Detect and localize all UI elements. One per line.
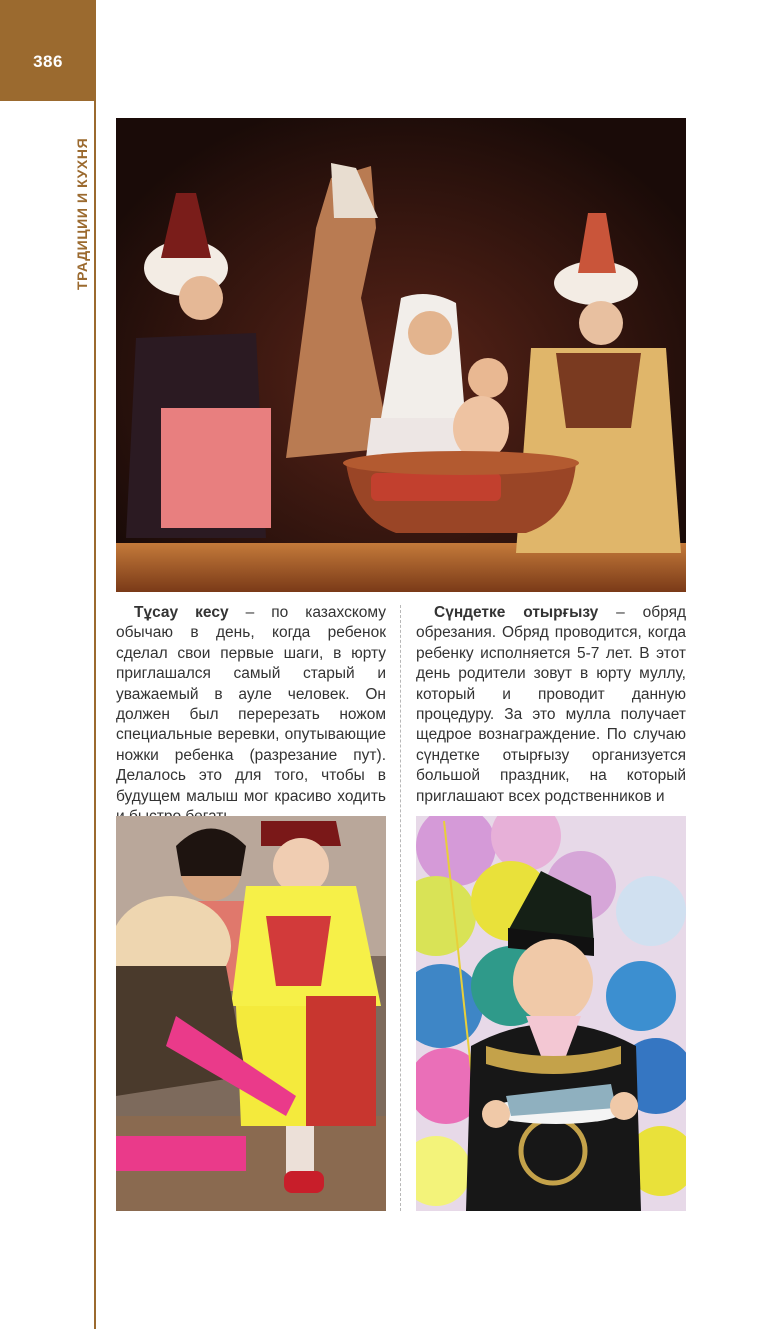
photo-tusau-kesu	[116, 816, 386, 1211]
photo-stage-ceremony	[116, 118, 686, 592]
article-tusau-kesu	[116, 603, 386, 827]
photo-sundetke-boy	[416, 816, 686, 1211]
side-rule	[94, 101, 96, 1329]
term-tusau-kesu: Тұсау кесу	[134, 604, 229, 621]
article-sundetke-otyrgyzu	[416, 603, 686, 807]
page-number: 386	[33, 52, 63, 71]
section-title: ТРАДИЦИИ И КУХНЯ	[74, 137, 90, 290]
page-number-tab	[0, 0, 96, 101]
section-label	[70, 120, 94, 290]
article-text: – по казахскому обычаю в день, когда ребенок сделал свои первые шаги, в юрту приглашался самый старый и уважаемый в ауле человек. Он должен был перерезать ножом специальные веревки, опутывающие ножки ребенка (разрезание пут). Делалось это для того, чтобы в будущем малыш мог красиво ходить	[116, 604, 386, 805]
column-divider	[400, 605, 401, 1211]
term-sundetke-otyrgyzu: Сүндетке отырғызу	[434, 604, 599, 621]
article-text: – обряд обрезания. Обряд проводится, когда ребенку исполняется 5-7 лет. В этот день родители зовут в юрту муллу, который и проводит данную процедуру. За это мулла получает щедрое вознаграждение. По случаю сүндетке отырғызу организуется большой праздник, на который приглашают всех родственников и	[416, 604, 687, 805]
